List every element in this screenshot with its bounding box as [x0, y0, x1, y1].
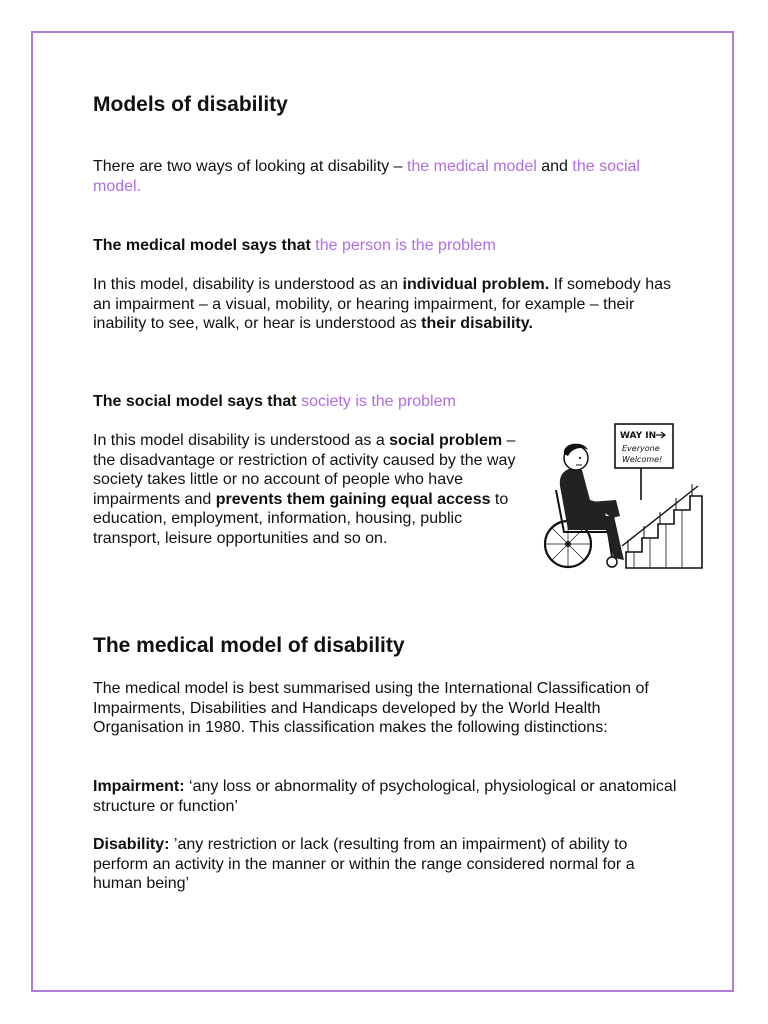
- medical-bold-1: individual problem.: [402, 276, 550, 293]
- medical-text-1: In this model, disability is understood as an: [93, 276, 403, 293]
- medical-heading-highlight: the person is the problem: [315, 237, 496, 254]
- social-heading-text: The social model says that: [93, 393, 302, 410]
- intro-text-1: There are two ways of looking at disability –: [93, 158, 407, 175]
- intro-paragraph: [93, 157, 683, 196]
- person-body: [560, 468, 608, 530]
- sign-line-2: Everyone: [622, 444, 660, 453]
- social-bold-1: social problem: [389, 432, 503, 449]
- disability-definition: [93, 835, 683, 894]
- medical-model-heading: [93, 236, 683, 256]
- intro-text-2: and: [536, 158, 573, 175]
- social-model-paragraph: [93, 431, 523, 548]
- disability-text: ’any restriction or lack (resulting from an impairment) of ability to perform an activity in the manner or within the range considered normal for a human being’: [93, 836, 635, 892]
- social-text-2: – the disadvantage or restriction of activity caused by the way society takes little or no account of people who have impairments and: [93, 432, 516, 508]
- disability-label: Disability:: [93, 836, 170, 853]
- social-model-highlight: the social model: [93, 158, 640, 195]
- sign-line-1: WAY IN: [620, 431, 657, 441]
- medical-model-intro: The medical model is best summarised using the International Classification of Impairments, Disabilities and Handicaps developed by the World Health Organisation in 1980. This classification makes the following distinctions:: [93, 680, 649, 736]
- medical-bold-2: their disability.: [421, 315, 533, 332]
- sign-line-3: Welcome!: [622, 455, 663, 464]
- page-title: Models of disability: [93, 93, 288, 116]
- wheelchair-user-at-steps-icon: [538, 420, 704, 572]
- social-bold-2: prevents them gaining equal access: [215, 490, 491, 508]
- impairment-text: ‘any loss or abnormality of psychological, physiological or anatomical structure or function’: [93, 778, 677, 815]
- impairment-definition: [93, 777, 683, 816]
- medical-heading-text: The medical model says that: [93, 237, 316, 254]
- medical-model-highlight: the medical model: [406, 158, 537, 175]
- social-heading-highlight: society is the problem: [301, 393, 456, 410]
- intro-text-3: .: [136, 177, 142, 195]
- section-title-medical-model: The medical model of disability: [93, 634, 405, 657]
- medical-text-2: If somebody has an impairment – a visual, mobility, or hearing impairment, for example – their inability to see, walk, or hear is understood as: [93, 276, 672, 332]
- impairment-label: Impairment:: [93, 778, 185, 795]
- social-text-1: In this model disability is understood as a: [93, 432, 390, 449]
- social-model-heading: [93, 392, 683, 412]
- steps: [626, 496, 702, 568]
- social-text-3: to education, employment, information, housing, public transport, leisure opportunities and so on.: [93, 490, 509, 547]
- medical-model-paragraph: [93, 275, 683, 334]
